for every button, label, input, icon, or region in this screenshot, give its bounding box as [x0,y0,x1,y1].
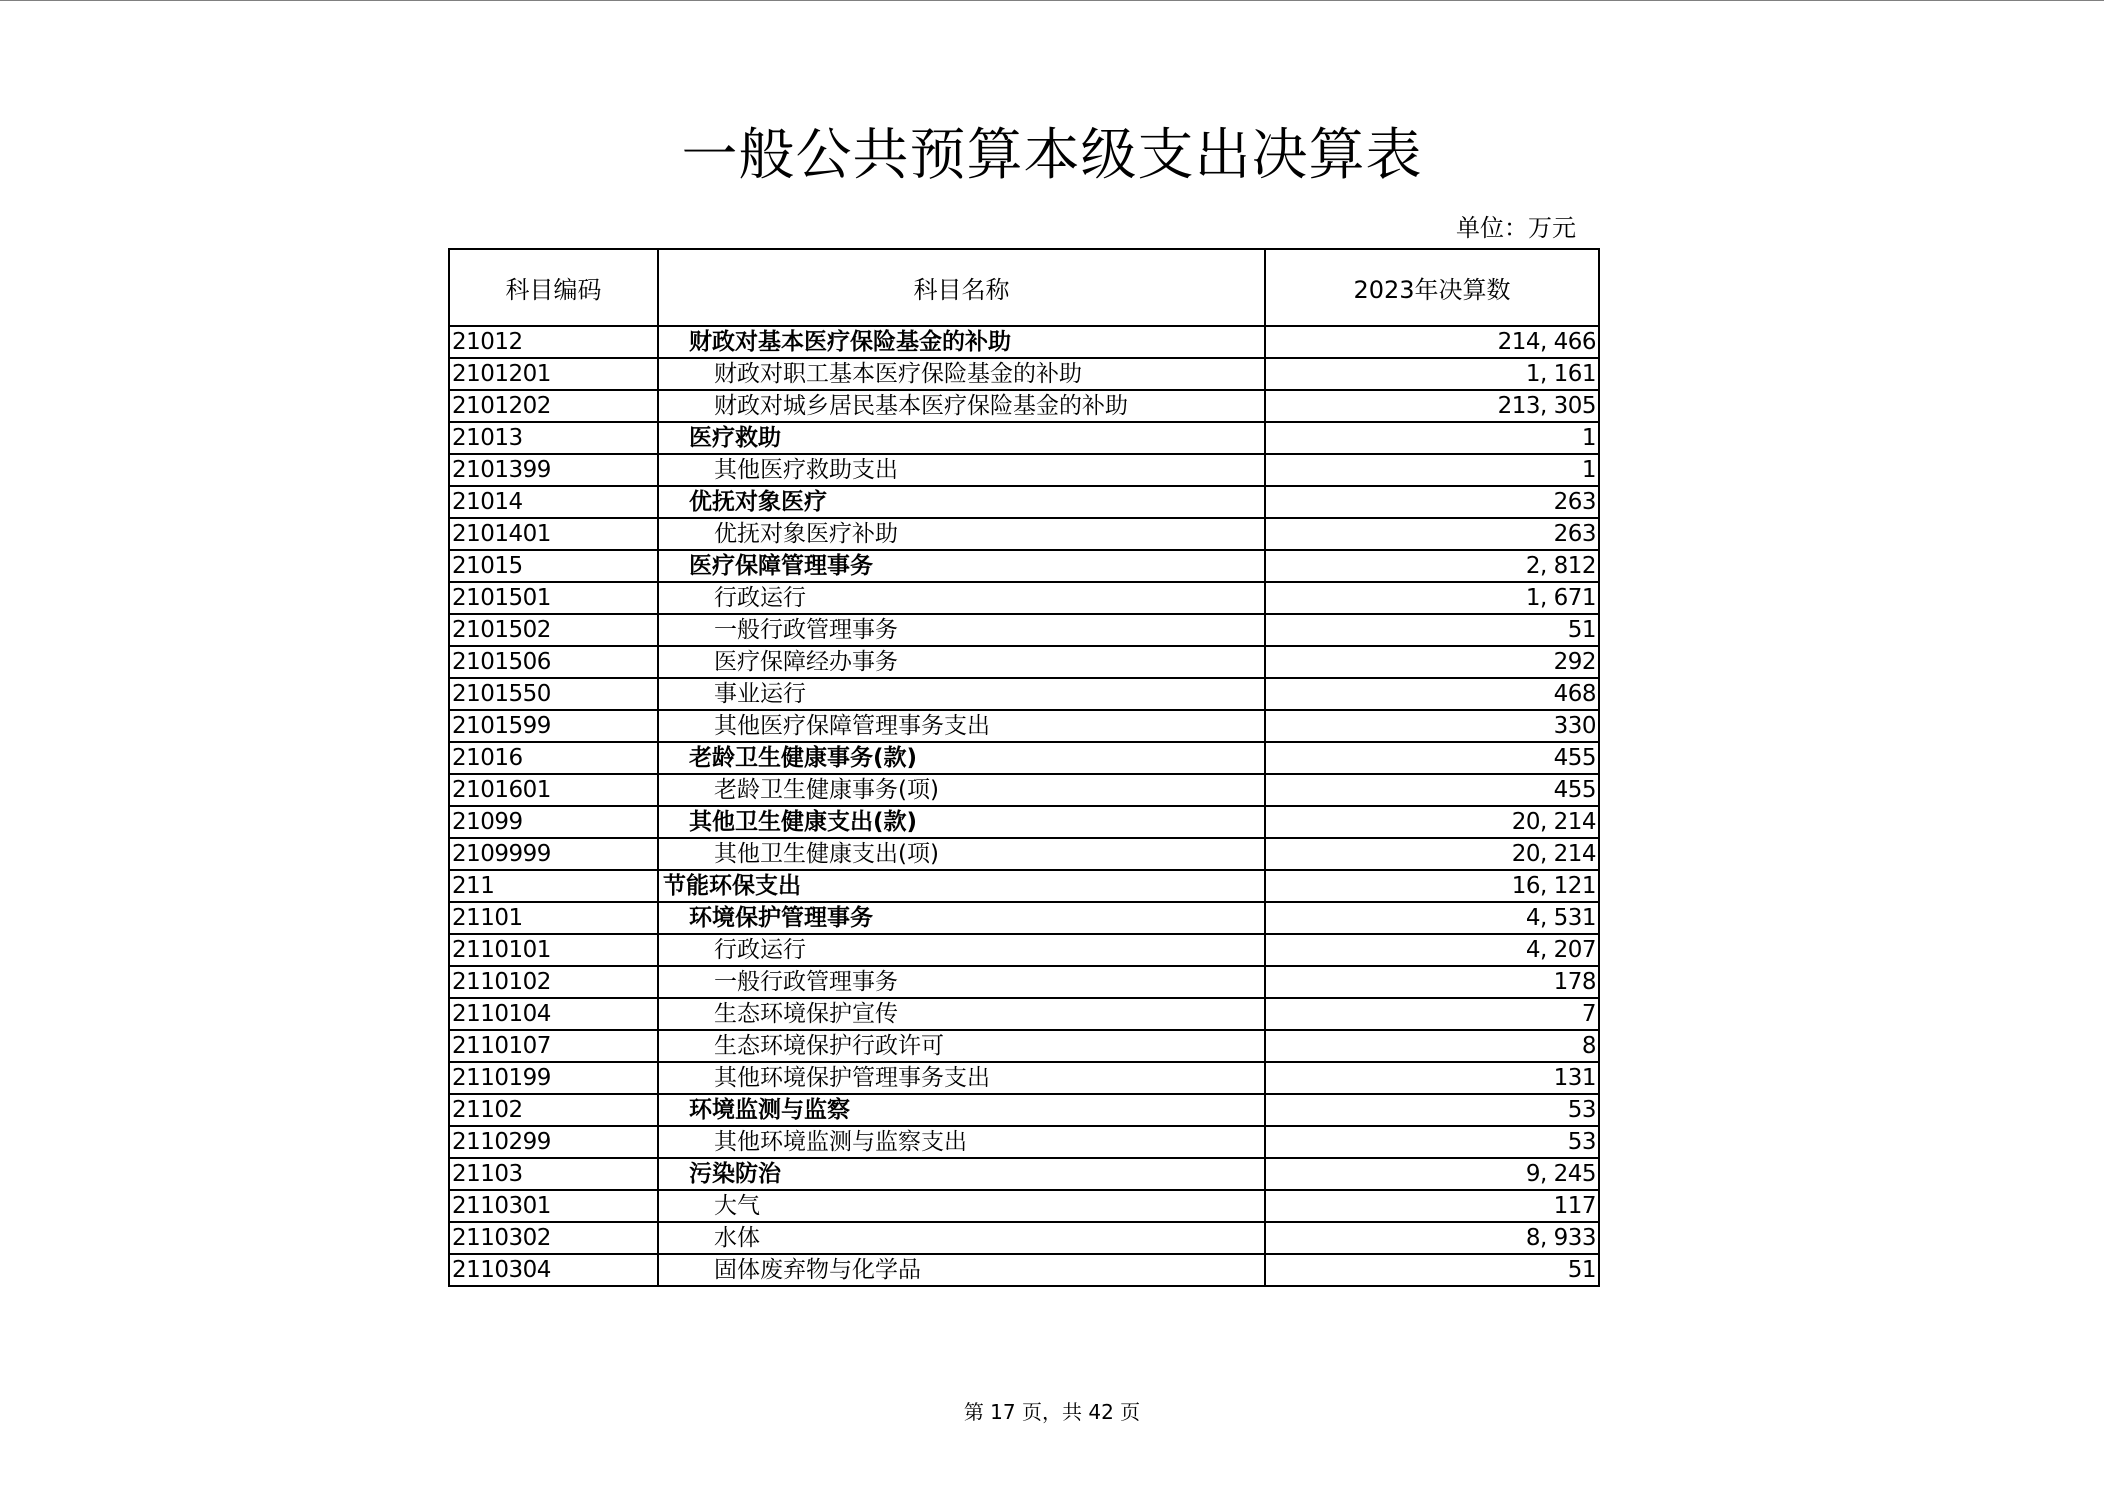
row-amount: 292 [1265,646,1599,678]
row-code: 21012 [449,326,658,358]
row-amount: 213, 305 [1265,390,1599,422]
table-row [449,326,1599,358]
row-amount: 1, 671 [1265,582,1599,614]
row-name: 其他环境监测与监察支出 [658,1126,1265,1158]
row-name: 一般行政管理事务 [658,966,1265,998]
row-amount: 263 [1265,518,1599,550]
row-name: 事业运行 [658,678,1265,710]
table-row [449,1222,1599,1254]
row-name: 其他医疗救助支出 [658,454,1265,486]
row-amount: 16, 121 [1265,870,1599,902]
row-name: 其他环境保护管理事务支出 [658,1062,1265,1094]
table-row [449,870,1599,902]
table-row [449,1094,1599,1126]
document-title: 一般公共预算本级支出决算表 [681,123,1423,188]
row-amount: 455 [1265,742,1599,774]
row-amount: 8 [1265,1030,1599,1062]
row-code: 211 [449,870,658,902]
row-code: 2110199 [449,1062,658,1094]
row-name: 生态环境保护行政许可 [658,1030,1265,1062]
table-row [449,486,1599,518]
row-code: 21014 [449,486,658,518]
row-code: 2101501 [449,582,658,614]
row-code: 2110301 [449,1190,658,1222]
row-amount: 20, 214 [1265,806,1599,838]
row-code: 2101401 [449,518,658,550]
table-row [449,518,1599,550]
table-body [449,326,1599,1286]
table-row [449,710,1599,742]
row-name: 财政对职工基本医疗保险基金的补助 [658,358,1265,390]
row-code: 2110104 [449,998,658,1030]
row-name: 污染防治 [658,1158,1265,1190]
row-code: 2101599 [449,710,658,742]
row-code: 2101502 [449,614,658,646]
row-code: 2110102 [449,966,658,998]
row-code: 2110304 [449,1254,658,1286]
table-row [449,806,1599,838]
table-row [449,774,1599,806]
table-row [449,742,1599,774]
row-code: 2101201 [449,358,658,390]
unit-label: 单位：万元 [1456,214,1576,242]
row-amount: 8, 933 [1265,1222,1599,1254]
row-amount: 1 [1265,422,1599,454]
row-amount: 131 [1265,1062,1599,1094]
header-name: 科目名称 [658,249,1265,326]
table-row [449,454,1599,486]
table-row [449,1030,1599,1062]
table-row [449,1158,1599,1190]
row-code: 2110299 [449,1126,658,1158]
row-amount: 7 [1265,998,1599,1030]
row-name: 优抚对象医疗补助 [658,518,1265,550]
table-row [449,998,1599,1030]
row-code: 2110101 [449,934,658,966]
row-name: 环境监测与监察 [658,1094,1265,1126]
row-amount: 263 [1265,486,1599,518]
table-row [449,966,1599,998]
row-name: 大气 [658,1190,1265,1222]
row-name: 老龄卫生健康事务(款) [658,742,1265,774]
row-name: 行政运行 [658,934,1265,966]
table-row [449,1190,1599,1222]
row-code: 21015 [449,550,658,582]
row-code: 2109999 [449,838,658,870]
row-name: 固体废弃物与化学品 [658,1254,1265,1286]
row-name: 财政对基本医疗保险基金的补助 [658,326,1265,358]
table-row [449,422,1599,454]
table-row [449,1126,1599,1158]
row-code: 2101550 [449,678,658,710]
table-row [449,1254,1599,1286]
table-row [449,678,1599,710]
row-amount: 2, 812 [1265,550,1599,582]
row-amount: 468 [1265,678,1599,710]
row-amount: 20, 214 [1265,838,1599,870]
row-amount: 1 [1265,454,1599,486]
row-code: 21103 [449,1158,658,1190]
table-row [449,582,1599,614]
row-amount: 330 [1265,710,1599,742]
row-amount: 455 [1265,774,1599,806]
table-row [449,902,1599,934]
row-code: 21102 [449,1094,658,1126]
row-name: 优抚对象医疗 [658,486,1265,518]
row-code: 2101601 [449,774,658,806]
row-amount: 117 [1265,1190,1599,1222]
table-header [449,249,1599,326]
row-name: 环境保护管理事务 [658,902,1265,934]
table-row [449,550,1599,582]
row-code: 21099 [449,806,658,838]
table-row [449,838,1599,870]
row-name: 其他卫生健康支出(项) [658,838,1265,870]
row-code: 2101506 [449,646,658,678]
row-amount: 53 [1265,1094,1599,1126]
row-name: 医疗保障管理事务 [658,550,1265,582]
header-code: 科目编码 [449,249,658,326]
row-amount: 9, 245 [1265,1158,1599,1190]
row-code: 21013 [449,422,658,454]
row-name: 医疗保障经办事务 [658,646,1265,678]
row-amount: 51 [1265,614,1599,646]
row-amount: 53 [1265,1126,1599,1158]
row-code: 2110302 [449,1222,658,1254]
budget-table [448,248,1600,1287]
row-amount: 214, 466 [1265,326,1599,358]
row-name: 生态环境保护宣传 [658,998,1265,1030]
row-name: 其他医疗保障管理事务支出 [658,710,1265,742]
row-name: 行政运行 [658,582,1265,614]
header-row [449,249,1599,326]
row-name: 财政对城乡居民基本医疗保险基金的补助 [658,390,1265,422]
row-code: 2110107 [449,1030,658,1062]
row-name: 节能环保支出 [658,870,1265,902]
page-footer: 第 17 页，共 42 页 [963,1400,1141,1424]
row-code: 2101202 [449,390,658,422]
row-code: 21016 [449,742,658,774]
table-row [449,358,1599,390]
row-amount: 4, 207 [1265,934,1599,966]
table-row [449,934,1599,966]
row-amount: 51 [1265,1254,1599,1286]
page-top-border [0,0,2104,1]
table-row [449,646,1599,678]
row-code: 21101 [449,902,658,934]
table-row [449,390,1599,422]
table-row [449,1062,1599,1094]
table-row [449,614,1599,646]
row-amount: 4, 531 [1265,902,1599,934]
row-name: 医疗救助 [658,422,1265,454]
row-name: 老龄卫生健康事务(项) [658,774,1265,806]
row-amount: 178 [1265,966,1599,998]
row-code: 2101399 [449,454,658,486]
row-amount: 1, 161 [1265,358,1599,390]
header-amount: 2023年决算数 [1265,249,1599,326]
row-name: 一般行政管理事务 [658,614,1265,646]
row-name: 水体 [658,1222,1265,1254]
row-name: 其他卫生健康支出(款) [658,806,1265,838]
